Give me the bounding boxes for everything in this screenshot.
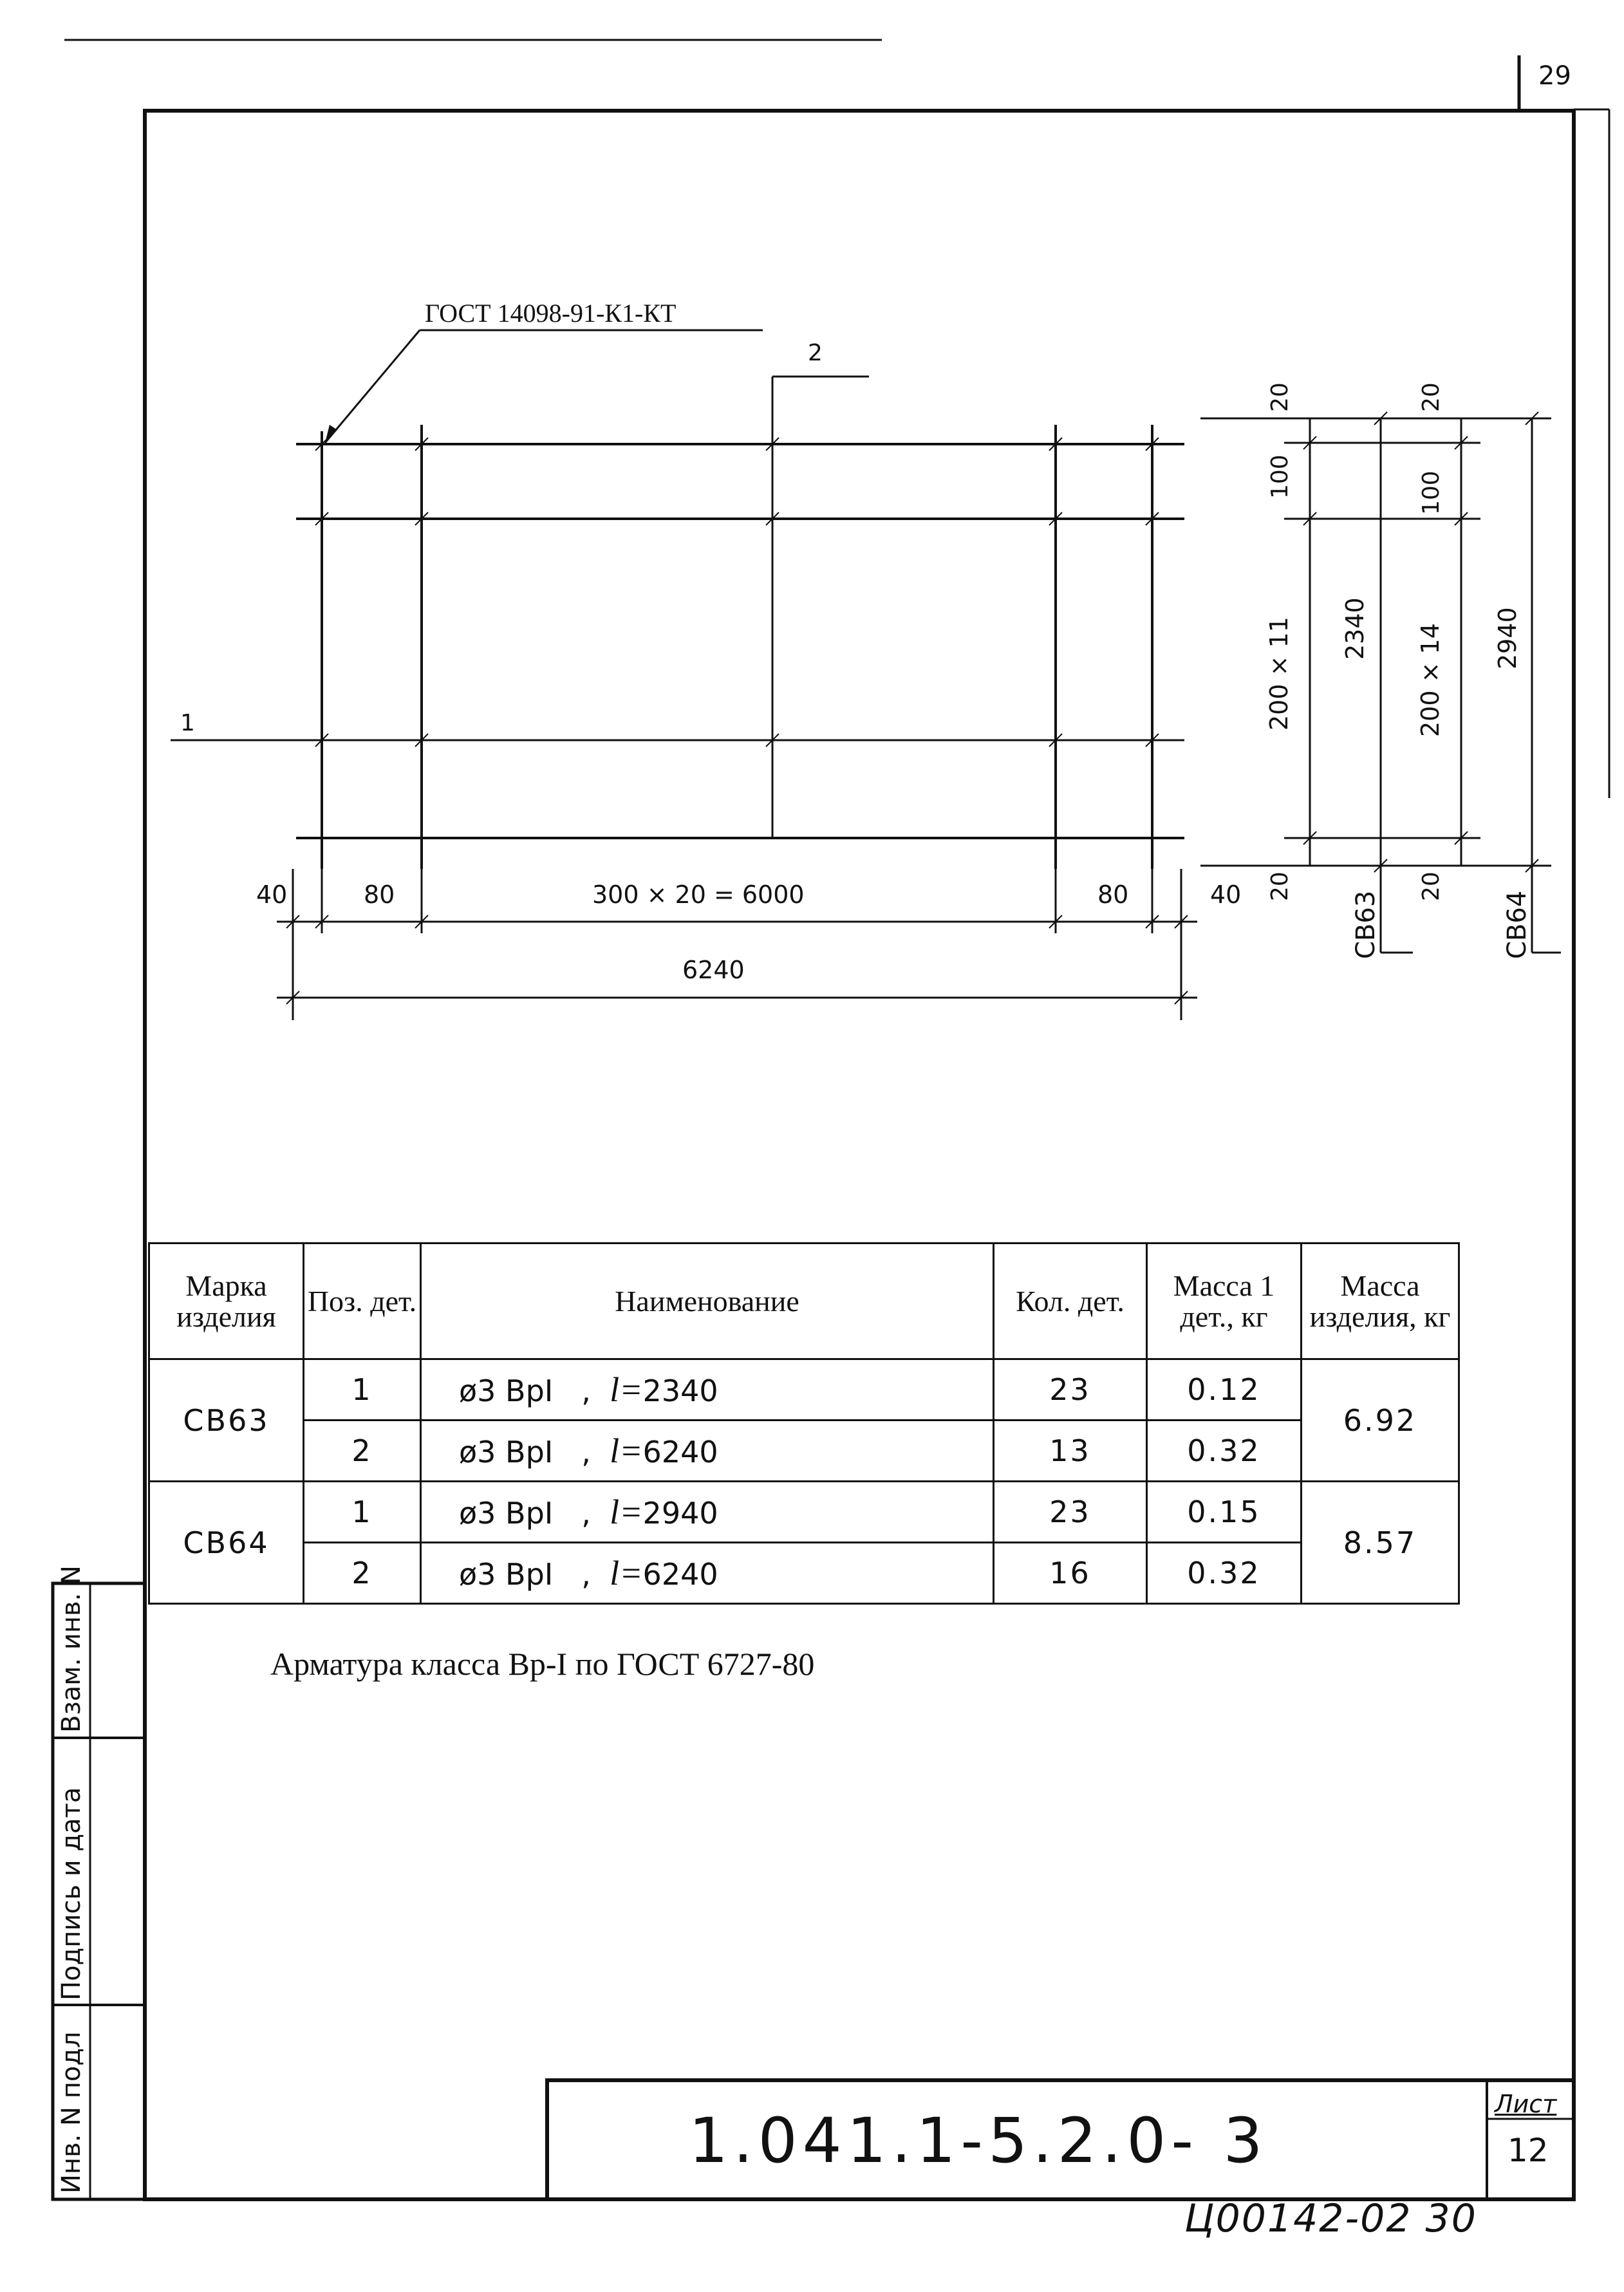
row-qty: 13 (994, 1421, 1147, 1482)
table-row (149, 1543, 1459, 1604)
dim-left-edge: 40 (256, 880, 288, 909)
row-mass: 0.32 (1147, 1421, 1302, 1482)
sheet-label: Лист (1495, 2090, 1557, 2118)
dim-total: 6240 (682, 956, 745, 984)
row-length-label: l= (610, 1370, 643, 1409)
row-qty: 23 (994, 1482, 1147, 1543)
mesh-drawing (171, 330, 1184, 869)
row-mark: СВ63 (149, 1359, 304, 1482)
row-length: 6240 (642, 1557, 718, 1592)
row-mass: 0.32 (1147, 1543, 1302, 1604)
row-name-text: ø3 BpI (459, 1374, 554, 1408)
row-name: ø3 BpI , l=2340 (421, 1359, 994, 1421)
row-pos: 2 (304, 1543, 421, 1604)
header-mass-item: Масса изделия, кг (1302, 1244, 1459, 1359)
sheet-number: 29 (1538, 61, 1571, 91)
row-pos: 1 (304, 1359, 421, 1421)
stamp-sign-date: Подпись и дата (57, 1787, 86, 2000)
row-qty: 23 (994, 1359, 1147, 1421)
archive-number: Ц00142-02 30 (1184, 2196, 1477, 2241)
dim-grid-cb64: 200 × 14 (1416, 623, 1444, 737)
stamp-inv-orig: Инв. N подл (57, 2031, 86, 2194)
dim-left-step: 80 (364, 880, 395, 909)
table-row (149, 1359, 1459, 1421)
row-pos: 2 (304, 1421, 421, 1482)
dim-step-cb63: 100 (1267, 454, 1293, 499)
position-2-label: 2 (808, 340, 823, 366)
dim-grid-cb63: 200 × 11 (1265, 617, 1293, 731)
header-name: Наименование (421, 1244, 994, 1359)
dim-right-step: 80 (1097, 880, 1129, 909)
row-name-text: ø3 BpI (459, 1496, 554, 1531)
table-row (149, 1421, 1459, 1482)
row-qty: 16 (994, 1543, 1147, 1604)
row-length: 6240 (642, 1435, 718, 1469)
dim-top-cb64: 20 (1418, 382, 1444, 412)
table-row (149, 1482, 1459, 1543)
dim-step-cb64: 100 (1418, 471, 1444, 515)
header-qty: Кол. дет. (994, 1244, 1147, 1359)
row-mass: 0.15 (1147, 1482, 1302, 1543)
row-name-text: ø3 BpI (459, 1435, 554, 1469)
row-length: 2940 (642, 1496, 718, 1531)
dim-total-cb64: 2940 (1493, 607, 1522, 669)
row-name: ø3 BpI , l=6240 (421, 1421, 994, 1482)
dim-top-cb63: 20 (1267, 382, 1293, 412)
header-mass-one: Масса 1 дет., кг (1147, 1244, 1302, 1359)
mark-cb63: СВ63 (1351, 890, 1381, 959)
mark-cb64: СВ64 (1502, 890, 1532, 959)
dim-middle: 300 × 20 = 6000 (592, 880, 805, 909)
row-mark: СВ64 (149, 1482, 304, 1604)
dim-bottom-cb63: 20 (1267, 871, 1293, 901)
sheet-value: 12 (1507, 2132, 1549, 2169)
dim-right-edge: 40 (1210, 880, 1242, 909)
row-length-label: l= (610, 1431, 643, 1470)
row-name-text: ø3 BpI (459, 1557, 554, 1592)
stamp-swap-inv: Взам. инв. N (57, 1565, 86, 1733)
side-dimensions (1200, 412, 1561, 953)
row-mass: 0.12 (1147, 1359, 1302, 1421)
row-length-label: l= (610, 1554, 643, 1592)
row-mass-item: 8.57 (1302, 1482, 1459, 1604)
weld-label: ГОСТ 14098-91-К1-КТ (425, 299, 677, 328)
document-number: 1.041.1-5.2.0- 3 (689, 2105, 1268, 2177)
specification-table (148, 1242, 1460, 1605)
dim-total-cb63: 2340 (1341, 597, 1369, 660)
row-length-label: l= (610, 1493, 643, 1531)
dim-bottom-cb64: 20 (1418, 871, 1444, 901)
row-length: 2340 (642, 1374, 718, 1408)
row-pos: 1 (304, 1482, 421, 1543)
table-header-row (149, 1244, 1459, 1359)
header-pos: Поз. дет. (304, 1244, 421, 1359)
reinforcement-note: Арматура класса Вр-I по ГОСТ 6727-80 (270, 1646, 815, 1682)
row-mass-item: 6.92 (1302, 1359, 1459, 1482)
position-1-label: 1 (180, 710, 195, 736)
main-frame (145, 111, 1574, 2199)
header-mark: Марка изделия (149, 1244, 304, 1359)
row-name: ø3 BpI , l=2940 (421, 1482, 994, 1543)
row-name: ø3 BpI , l=6240 (421, 1543, 994, 1604)
